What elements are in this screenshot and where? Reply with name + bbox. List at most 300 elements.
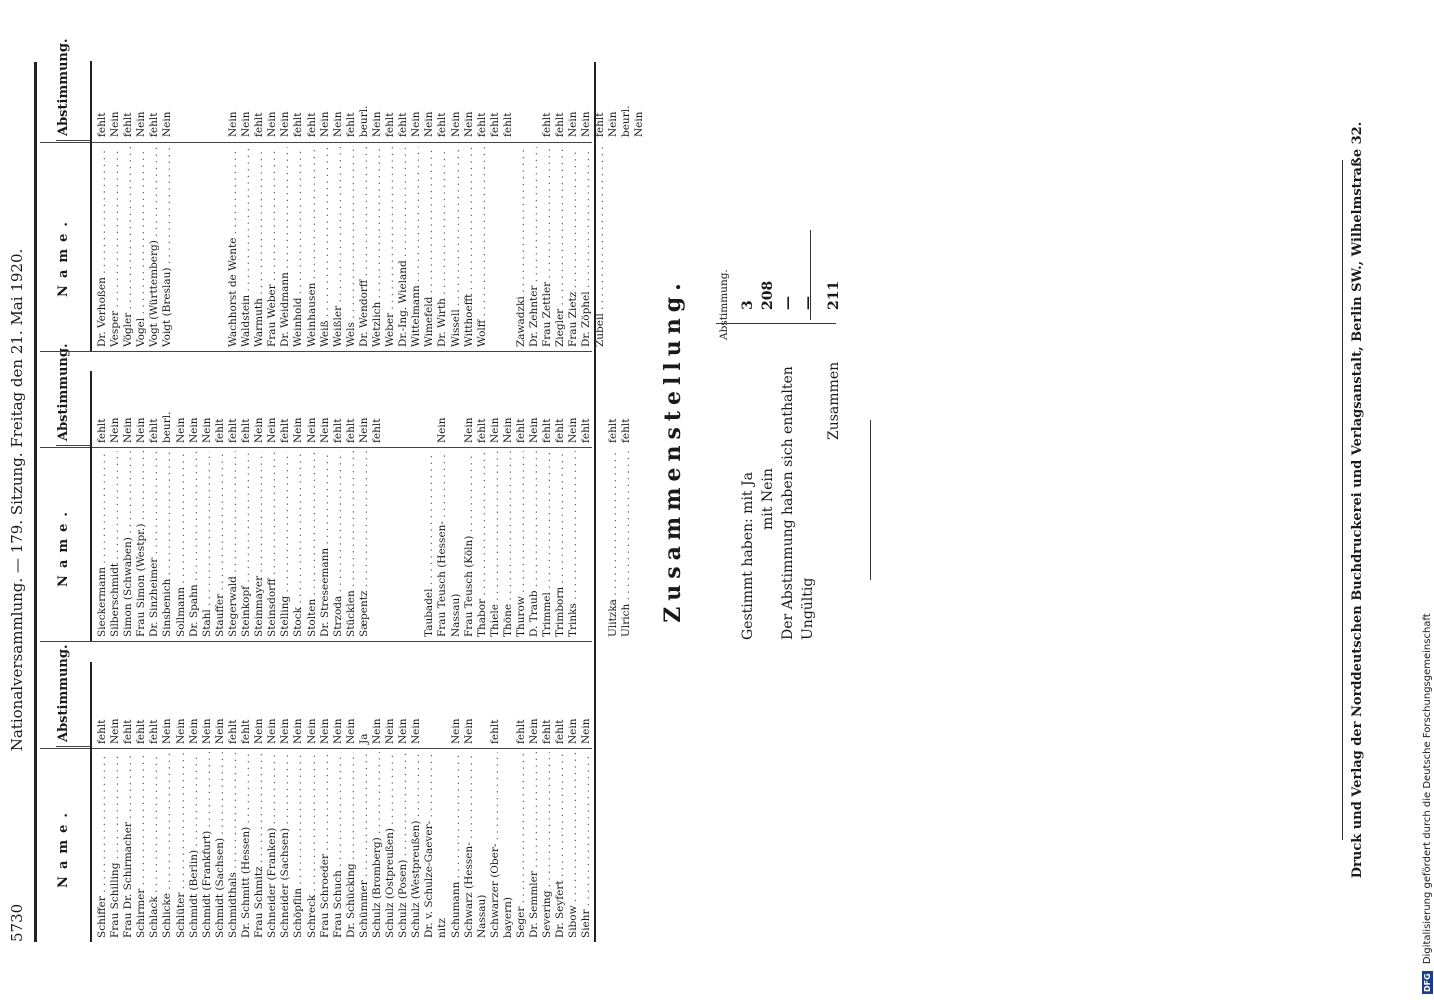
- table-row: [410, 61, 423, 351]
- member-name: Silberschmidt . . .: [109, 451, 122, 637]
- table-row: [240, 61, 253, 351]
- footer-rule: [1342, 160, 1343, 840]
- table-row: [423, 662, 436, 942]
- member-name: Dr. Wendorff . . .: [358, 147, 371, 347]
- member-name: Steinsdorff . . .: [266, 451, 279, 637]
- table-row: [423, 61, 436, 351]
- member-name: Weinhausen . . .: [306, 147, 319, 347]
- table-row: [96, 662, 109, 942]
- table-row: [122, 371, 135, 641]
- column-header: [40, 644, 92, 942]
- vote-value: Nein: [292, 718, 305, 744]
- table-row: [240, 662, 253, 942]
- member-name: Simon (Schwaben) . . .: [122, 451, 135, 637]
- member-name: Ziegler . . .: [554, 147, 567, 347]
- table-row: [371, 371, 384, 641]
- table-row: [502, 662, 515, 942]
- table-row: [450, 371, 463, 641]
- table-row: [358, 371, 371, 641]
- member-name: Schneider (Sachsen) . . .: [279, 752, 292, 938]
- table-row: [528, 61, 541, 351]
- vote-value: Nein: [253, 417, 266, 443]
- table-row: [476, 371, 489, 641]
- member-name: Schmidthals . . .: [227, 752, 240, 938]
- member-name: Weber . . .: [384, 147, 397, 347]
- member-name: Schmidt (Sachsen) . . .: [214, 752, 227, 938]
- table-row: [502, 371, 515, 641]
- vote-value: fehlt: [541, 719, 554, 744]
- member-name: Dr. Wirth . . .: [436, 147, 449, 347]
- vote-value: beurl.: [161, 411, 174, 443]
- vote-value: fehlt: [593, 112, 606, 137]
- vote-value: fehlt: [619, 418, 632, 443]
- member-name: Vogt (Württemberg) . . .: [148, 147, 161, 347]
- vote-value: fehlt: [96, 719, 108, 744]
- vote-value: Nein: [318, 111, 331, 137]
- table-row: [292, 371, 305, 641]
- table-row: [397, 371, 410, 641]
- table-row: [567, 371, 580, 641]
- digitization-note: [1422, 0, 1433, 1000]
- table-row: [620, 61, 633, 351]
- table-row: [96, 61, 109, 351]
- member-name: Dr. Schmitt (Hessen) . . .: [240, 752, 253, 938]
- vote-value: Nein: [580, 111, 593, 137]
- member-name: Wetzlich . . .: [371, 147, 384, 347]
- member-name: Sollmann . . .: [175, 451, 188, 637]
- member-name: Stücklen . . .: [345, 451, 358, 637]
- vote-value: fehlt: [279, 418, 292, 443]
- table-row: [109, 371, 122, 641]
- member-name: Voigt (Breslau) . . .: [161, 147, 174, 347]
- vote-value: Nein: [462, 111, 475, 137]
- vote-value: fehlt: [501, 112, 514, 137]
- vote-value: Nein: [501, 417, 514, 443]
- member-name: Frau Teusch (Hessen- . . .: [436, 451, 449, 637]
- member-name: Schulz (Posen) . . .: [397, 752, 410, 938]
- name-heading: Name.: [56, 806, 71, 888]
- summary-total: Zusammen 211: [826, 280, 842, 440]
- vote-value: Nein: [200, 718, 213, 744]
- vote-value: Nein: [357, 417, 370, 443]
- member-name: Sæpentz . . .: [358, 451, 371, 637]
- table-row: [253, 371, 266, 641]
- summary-row-ungueltig: Ungültig —: [800, 296, 816, 640]
- table-row: [502, 61, 515, 351]
- member-name: Thöne . . .: [502, 451, 515, 637]
- member-name: Thabor . . .: [476, 451, 489, 637]
- vote-value: fehlt: [253, 112, 266, 137]
- vote-value: Nein: [436, 417, 449, 443]
- member-name: Schneider (Franken) . . .: [266, 752, 279, 938]
- summary-column-heading: Abstimmung.: [718, 269, 730, 340]
- vote-column-2: [40, 343, 632, 642]
- vote-value: Nein: [161, 718, 174, 744]
- vote-value: Nein: [580, 718, 593, 744]
- vote-value: fehlt: [475, 112, 488, 137]
- vote-value: fehlt: [515, 719, 527, 744]
- member-name: Weinhold . . .: [292, 147, 305, 347]
- table-row: [384, 371, 397, 641]
- dfg-logo-icon: DFG: [1423, 973, 1432, 992]
- member-name: Dr. Weidmann . . .: [279, 147, 292, 347]
- table-row: [554, 662, 567, 942]
- vote-value: fehlt: [580, 418, 593, 443]
- table-row: [410, 371, 423, 641]
- member-name: Sieckermann . . .: [96, 451, 109, 637]
- member-name: Frau Schilling . . .: [109, 752, 122, 938]
- table-row: [397, 662, 410, 942]
- vote-value: Nein: [449, 718, 462, 744]
- vote-value: Nein: [488, 417, 501, 443]
- summary-row-ja: Gestimmt haben: mit Ja 3: [740, 300, 756, 640]
- vote-value: fehlt: [96, 418, 108, 443]
- table-row: [476, 662, 489, 942]
- vote-value: fehlt: [541, 112, 554, 137]
- member-name: Zubeil . . .: [594, 147, 607, 347]
- table-row: [122, 61, 135, 351]
- vote-value: fehlt: [541, 418, 554, 443]
- vote-value: Nein: [384, 718, 397, 744]
- table-row: [306, 662, 319, 942]
- table-row: [384, 61, 397, 351]
- vote-value: Nein: [449, 111, 462, 137]
- member-name: Frau Zettler . . .: [541, 147, 554, 347]
- vote-column-1: [40, 644, 593, 942]
- table-row: [161, 662, 174, 942]
- member-name: Schulz (Westpreußen) . . .: [410, 752, 423, 938]
- table-row: [266, 662, 279, 942]
- member-name: Schiffer . . .: [96, 752, 109, 938]
- table-row: [279, 61, 292, 351]
- table-row: [371, 61, 384, 351]
- vote-value: Nein: [279, 111, 292, 137]
- table-row: [567, 662, 580, 942]
- column-header: [40, 38, 92, 351]
- table-row: [253, 61, 266, 351]
- table-row: [450, 61, 463, 351]
- member-name: Schmidt (Berlin) . . .: [188, 752, 201, 938]
- vote-value: fehlt: [554, 719, 567, 744]
- column-header: [40, 343, 92, 641]
- table-row: [541, 662, 554, 942]
- table-row: [109, 662, 122, 942]
- vote-value: fehlt: [515, 418, 527, 443]
- table-row: [279, 662, 292, 942]
- table-row: [188, 662, 201, 942]
- vote-value: Nein: [200, 417, 213, 443]
- table-row: [240, 371, 253, 641]
- table-row: [332, 61, 345, 351]
- table-row: [345, 371, 358, 641]
- member-name: Weißler . . .: [332, 147, 345, 347]
- member-name: Stock . . .: [292, 451, 305, 637]
- table-row: [463, 662, 476, 942]
- table-row: [489, 61, 502, 351]
- table-row: [306, 371, 319, 641]
- member-name: Weiß . . .: [319, 147, 332, 347]
- vote-value: fehlt: [148, 112, 161, 137]
- member-name: Nassau): [475, 894, 488, 938]
- member-name: Dr. Zehnter . . .: [528, 147, 541, 347]
- member-name: Schöpflin . . .: [292, 752, 305, 938]
- table-row: [489, 371, 502, 641]
- table-row: [109, 61, 122, 351]
- vote-heading: Abstimmung.: [56, 344, 90, 446]
- vote-value: Nein: [423, 111, 436, 137]
- vote-column-3: [40, 38, 645, 352]
- table-row: [567, 61, 580, 351]
- vote-value: fehlt: [122, 719, 135, 744]
- table-row: [620, 371, 633, 641]
- member-name: Wolff . . .: [476, 147, 489, 347]
- vote-value: Nein: [122, 417, 135, 443]
- member-name: Sinsbenich . . .: [161, 451, 174, 637]
- member-name: Siehr . . .: [580, 752, 593, 938]
- vote-value: Nein: [528, 417, 541, 443]
- member-name: Wachhorst de Wente . . .: [227, 147, 240, 347]
- table-row: [175, 61, 188, 351]
- member-name: Schumann . . .: [450, 752, 463, 938]
- vote-value: fehlt: [96, 112, 108, 137]
- vote-value: Nein: [410, 718, 423, 744]
- vote-value: Nein: [161, 111, 174, 137]
- vote-value: Nein: [370, 718, 383, 744]
- table-row: [227, 371, 240, 641]
- table-row: [188, 61, 201, 351]
- digitization-text: Digitalisierung gefördert durch die Deutsche Forschungsgemeinschaft: [1422, 613, 1433, 965]
- vote-value: Nein: [318, 718, 331, 744]
- table-row: [463, 61, 476, 351]
- vote-value: fehlt: [240, 418, 253, 443]
- vote-value: fehlt: [226, 418, 239, 443]
- table-row: [515, 61, 528, 351]
- member-name: Taubadel . . .: [423, 451, 436, 637]
- member-name: Trimborn . . .: [554, 451, 567, 637]
- member-name: Schlicke . . .: [161, 752, 174, 938]
- member-name: Ulrich . . .: [620, 451, 633, 637]
- table-row: [292, 61, 305, 351]
- table-row: [607, 61, 620, 351]
- member-name: Waldstein . . .: [240, 147, 253, 347]
- vote-value: Nein: [187, 417, 200, 443]
- member-name: Frau Weber . . .: [266, 147, 279, 347]
- vote-value: Ja: [357, 733, 370, 744]
- member-name: Dr. Seyfert . . .: [554, 752, 567, 938]
- vote-value: Nein: [174, 417, 187, 443]
- vote-value: Nein: [109, 111, 122, 137]
- table-row: [319, 61, 332, 351]
- vote-value: fehlt: [135, 719, 148, 744]
- table-row: [175, 662, 188, 942]
- vote-value: beurl.: [619, 105, 632, 137]
- table-row: [214, 61, 227, 351]
- table-bottom-rule: [594, 62, 596, 942]
- member-name: Stahl . . .: [201, 451, 214, 637]
- vote-value: fehlt: [488, 112, 501, 137]
- table-row: [580, 61, 593, 351]
- vote-value: Nein: [266, 111, 279, 137]
- member-name: Dr. Streseemann . . .: [319, 451, 332, 637]
- table-row: [489, 662, 502, 942]
- vote-value: Nein: [266, 718, 279, 744]
- vote-value: Nein: [606, 111, 619, 137]
- vote-value: fehlt: [370, 418, 383, 443]
- name-heading: Name.: [56, 215, 71, 297]
- summary-row-nein: mit Nein 208: [760, 280, 776, 530]
- table-row: [148, 662, 161, 942]
- vote-value: Nein: [528, 718, 541, 744]
- table-row: [345, 662, 358, 942]
- table-row: [371, 662, 384, 942]
- vote-value: fehlt: [240, 719, 253, 744]
- page-title: Nationalversammlung. — 179. Sitzung. Freitag den 21. Mai 1920.: [8, 248, 26, 752]
- vote-value: fehlt: [436, 112, 449, 137]
- table-row: [319, 662, 332, 942]
- imprint: Druck und Verlag der Norddeutschen Buchdruckerei und Verlagsanstalt, Berlin SW., Wilhelmstraße 32.: [1350, 121, 1365, 879]
- page-header: [8, 0, 32, 1000]
- member-name: Schwarzer (Ober- . . .: [489, 752, 502, 938]
- vote-value: Nein: [187, 718, 200, 744]
- table-row: [554, 61, 567, 351]
- table-row: [266, 61, 279, 351]
- summary-title: Zusammenstellung.: [660, 277, 686, 623]
- member-name: Schlack . . .: [148, 752, 161, 938]
- table-row: [358, 662, 371, 942]
- table-row: [580, 662, 593, 942]
- table-row: [201, 371, 214, 641]
- vote-value: Nein: [279, 718, 292, 744]
- vote-value: fehlt: [148, 719, 161, 744]
- member-name: Trinks . . .: [567, 451, 580, 637]
- vote-value: Nein: [213, 718, 226, 744]
- member-name: Steinmayer . . .: [253, 451, 266, 637]
- member-name: Ulitzka . . .: [607, 451, 620, 637]
- member-name: Strzoda . . .: [332, 451, 345, 637]
- vote-value: fehlt: [384, 112, 397, 137]
- table-row: [292, 662, 305, 942]
- table-row: [384, 662, 397, 942]
- vote-value: Nein: [410, 111, 423, 137]
- member-name: Dr. Zöphel . . .: [580, 147, 593, 347]
- member-name: Trimmel . . .: [541, 451, 554, 637]
- page-number: 5730: [8, 903, 26, 942]
- vote-value: fehlt: [292, 112, 305, 137]
- table-row: [161, 371, 174, 641]
- summary-row-enthalten: Der Abstimmung haben sich enthalten —: [780, 296, 796, 640]
- vote-value: Nein: [331, 111, 344, 137]
- vote-value: Nein: [292, 417, 305, 443]
- member-name: Dr. Schücking . . .: [345, 752, 358, 938]
- vote-value: Nein: [305, 417, 318, 443]
- member-name: Vögler . . .: [122, 147, 135, 347]
- vote-value: fehlt: [344, 112, 357, 137]
- table-row: [554, 371, 567, 641]
- vote-value: fehlt: [488, 719, 501, 744]
- header-rule: [34, 62, 37, 942]
- vote-value: Nein: [109, 417, 122, 443]
- member-name: Schümmer . . .: [358, 752, 371, 938]
- table-row: [580, 371, 593, 641]
- table-row: [227, 662, 240, 942]
- member-name: Dr. v. Schulze-Gaever- . . .: [423, 752, 436, 938]
- table-row: [541, 61, 554, 351]
- table-row: [436, 61, 449, 351]
- vote-rows: [92, 61, 646, 351]
- table-row: [175, 371, 188, 641]
- member-name: Wels . . .: [345, 147, 358, 347]
- table-row: [332, 371, 345, 641]
- vote-value: fehlt: [122, 112, 135, 137]
- vote-value: Nein: [109, 718, 122, 744]
- vote-value: Nein: [632, 111, 645, 137]
- table-row: [266, 371, 279, 641]
- table-row: [397, 61, 410, 351]
- member-name: Nassau): [449, 593, 462, 637]
- table-row: [227, 61, 240, 351]
- member-name: Dr. Semmler . . .: [528, 752, 541, 938]
- vote-value: Nein: [331, 718, 344, 744]
- member-name: Stelling . . .: [279, 451, 292, 637]
- vote-value: Nein: [253, 718, 266, 744]
- member-name: Dr. Verhoßen . . .: [96, 147, 109, 347]
- member-name: Frau Schuch . . .: [332, 752, 345, 938]
- member-name: nitz: [436, 918, 449, 938]
- member-name: Vesper . . .: [109, 147, 122, 347]
- member-name: Stolten . . .: [306, 451, 319, 637]
- member-name: Dr. Sinzheimer . . .: [148, 451, 161, 637]
- table-row: [436, 662, 449, 942]
- vote-value: Nein: [462, 417, 475, 443]
- table-row: [135, 662, 148, 942]
- member-name: Zawadzki . . .: [515, 147, 528, 347]
- vote-value: Nein: [226, 111, 239, 137]
- member-name: Frau Teusch (Köln) . . .: [463, 451, 476, 637]
- vote-value: Nein: [567, 718, 580, 744]
- vote-value: fehlt: [148, 418, 161, 443]
- table-row: [423, 371, 436, 641]
- table-row: [214, 371, 227, 641]
- member-name: Frau Zietz . . .: [567, 147, 580, 347]
- member-name: Vogel . . .: [135, 147, 148, 347]
- member-name: Steinkopf . . .: [240, 451, 253, 637]
- table-row: [319, 371, 332, 641]
- member-name: bayern): [501, 896, 514, 938]
- member-name: Schmidt (Frankfurt) . . .: [201, 752, 214, 938]
- table-row: [122, 662, 135, 942]
- table-row: [463, 371, 476, 641]
- table-row: [148, 61, 161, 351]
- member-name: Frau Simon (Westpr.) . . .: [135, 451, 148, 637]
- vote-value: beurl.: [357, 105, 370, 137]
- member-name: Wittelmann . . .: [410, 147, 423, 347]
- vote-value: fehlt: [331, 418, 344, 443]
- member-name: Warmuth . . .: [253, 147, 266, 347]
- vote-value: Nein: [462, 718, 475, 744]
- vote-value: fehlt: [305, 112, 318, 137]
- table-row: [188, 371, 201, 641]
- member-name: Wimefeld . . .: [423, 147, 436, 347]
- table-row: [135, 61, 148, 351]
- vote-value: Nein: [567, 417, 580, 443]
- vote-value: Nein: [318, 417, 331, 443]
- member-name: Witthoefft . . .: [463, 147, 476, 347]
- member-name: Dr. Spahn . . .: [188, 451, 201, 637]
- member-name: Schlüter . . .: [175, 752, 188, 938]
- member-name: Schwarz (Hessen- . . .: [463, 752, 476, 938]
- member-name: Schirmer . . .: [135, 752, 148, 938]
- vote-value: fehlt: [554, 112, 567, 137]
